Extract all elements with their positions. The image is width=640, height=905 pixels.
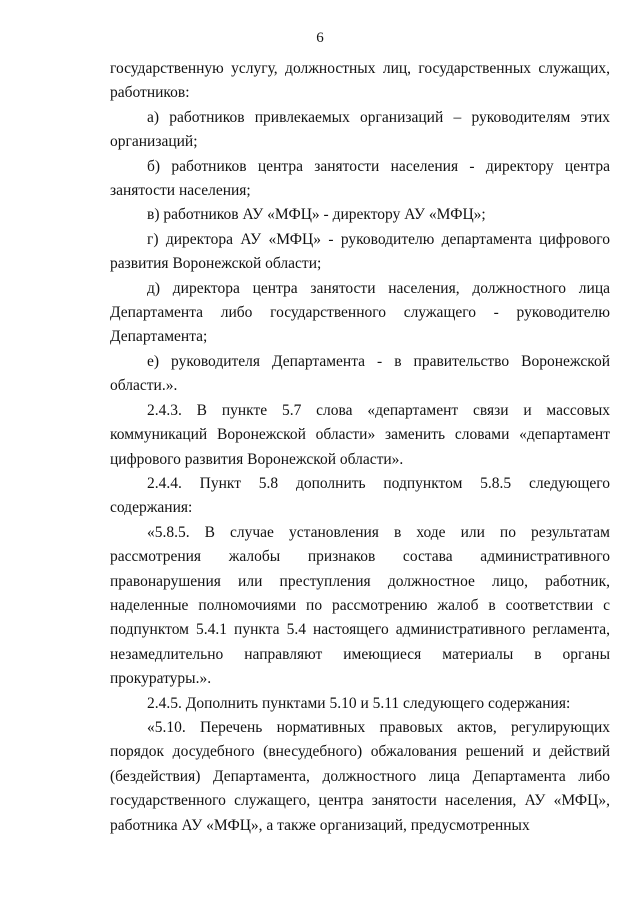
page-number: 6	[316, 30, 324, 46]
paragraph-5-8-5: «5.8.5. В случае установления в ходе или по результатам рассмотрения жалобы признаков состава административного правонарушения или преступления должностное лицо, работник, наделенные полномочиями по рассмотрению жалоб в соответствии с подпунктом 5.4.1 пункта 5.4 настоящего административного регламента, незамедлительно направляют имеющиеся материалы в органы прокуратуры.».	[110, 523, 610, 688]
paragraph-2-4-5: 2.4.5. Дополнить пунктами 5.10 и 5.11 следующего содержания:	[147, 694, 571, 712]
paragraph-item-g: г) директора АУ «МФЦ» - руководителю департамента цифрового развития Воронежской области;	[110, 230, 610, 273]
paragraph-item-b: б) работников центра занятости населения - директору центра занятости населения;	[110, 157, 610, 200]
document-body	[110, 57, 610, 838]
paragraph-item-a: а) работников привлекаемых организаций – руководителям этих организаций;	[110, 108, 610, 151]
paragraph-item-d: д) директора центра занятости населения, должностного лица Департамента либо государственного служащего - руководителю Департамента;	[110, 279, 610, 346]
paragraph-item-v: в) работников АУ «МФЦ» - директору АУ «МФЦ»;	[147, 206, 486, 224]
paragraph-item-e: е) руководителя Департамента - в правительство Воронежской области.».	[110, 352, 610, 395]
paragraph-2-4-4: 2.4.4. Пункт 5.8 дополнить подпунктом 5.8.5 следующего содержания:	[110, 474, 610, 517]
paragraph-2-4-3: 2.4.3. В пункте 5.7 слова «департамент связи и массовых коммуникаций Воронежской области» заменить словами «департамент цифрового развития Воронежской области».	[110, 401, 610, 468]
paragraph-5-10: «5.10. Перечень нормативных правовых актов, регулирующих порядок досудебного (внесудебного) обжалования решений и действий (бездействия) Департамента, должностного лица Департамента либо государственного служащего, центра занятости населения, АУ «МФЦ», работника АУ «МФЦ», а также организаций, предусмотренных	[110, 718, 610, 834]
paragraph-continuation: государственную услугу, должностных лиц, государственных служащих, работников:	[110, 60, 610, 102]
